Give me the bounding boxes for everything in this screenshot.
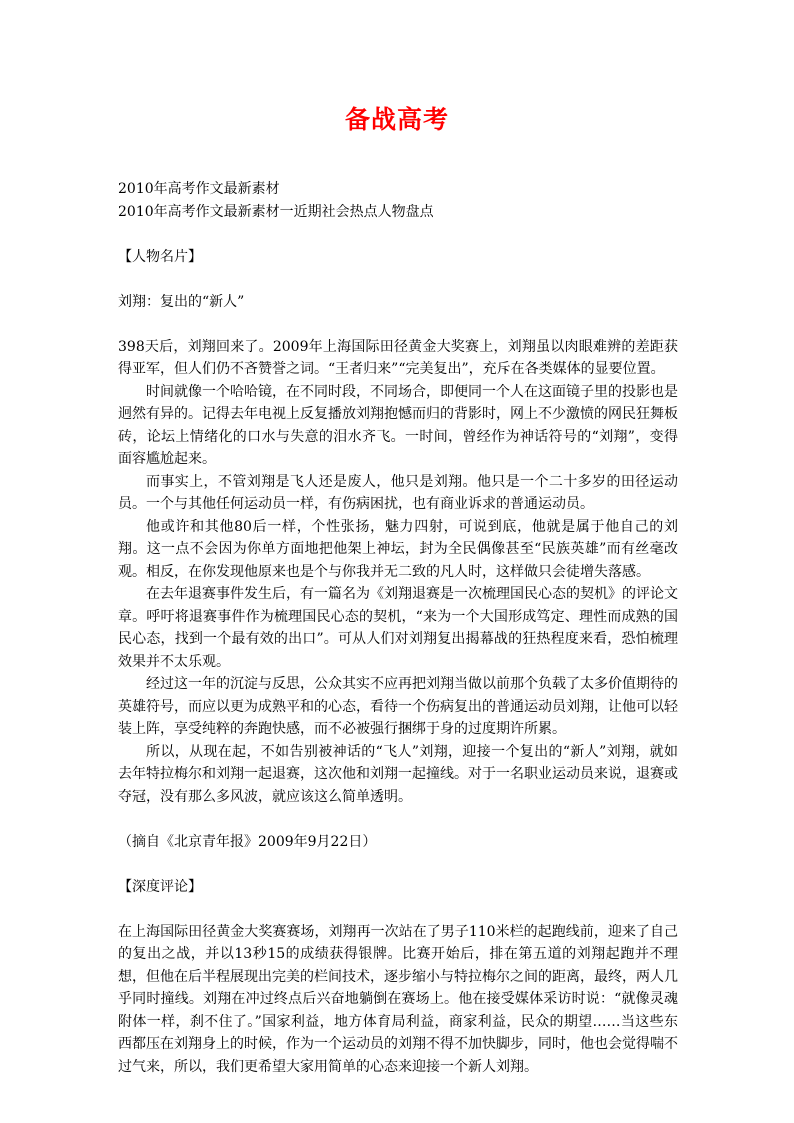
spacer (118, 898, 678, 921)
paragraph: 而事实上，不管刘翔是飞人还是废人，他只是刘翔。他只是一个二十多岁的田径运动员。一个与其他任何运动员一样，有伤病困扰，也有商业诉求的普通运动员。 (118, 473, 678, 512)
paragraph: 经过这一年的沉淀与反思，公众其实不应再把刘翔当做以前那个负载了太多价值期待的英雄符号，而应以更为成熟平和的心态，看待一个伤病复出的普通运动员刘翔，让他可以轻装上阵，享受纯粹的奔跑快感，而不必被强行捆绑于身的过度期许所累。 (118, 676, 678, 737)
paragraph: 他或许和其他80后一样，个性张扬，魅力四射，可说到底，他就是属于他自己的刘翔。这一点不会因为你单方面地把他架上神坛，封为全民偶像甚至“民族英雄”而有丝毫改观。相反，在你发现他原来也是个与你我并无二致的凡人时，这样做只会徒增失落感。 (118, 518, 678, 580)
paragraph: 在去年退赛事件发生后，有一篇名为《刘翔退赛是一次梳理国民心态的契机》的评论文章。呼吁将退赛事件作为梳理国民心态的契机，“来为一个大国形成笃定、理性而成熟的国民心态，找到一个最有效的出口”。可从人们对刘翔复出揭幕战的狂热程度来看，恐怕梳理效果并不太乐观。 (118, 586, 678, 670)
page-title: 备战高考 (344, 105, 449, 134)
document-body (118, 178, 678, 1078)
spacer (118, 223, 678, 246)
paragraph: 在上海国际田径黄金大奖赛赛场，刘翔再一次站在了男子110米栏的起跑线前，迎来了自己的复出之战，并以13秒15的成绩获得银牌。比赛开始后，排在第五道的刘翔起跑并不理想，但他在后半程展现出完美的栏间技术，逐步缩小与特拉梅尔之间的距离，最终，两人几乎同时撞线。刘翔在冲过终点后兴奋地躺倒在赛场上。他在接受媒体采访时说：“就像灵魂附体一样，刹不住了。”国家利益，地方体育局利益，商家利益，民众的期望……当这些东西都压在刘翔身上的时候，作为一个运动员的刘翔不得不加快脚步，同时，他也会觉得喘不过气来，所以，我们更希望大家用简单的心态来迎接一个新人刘翔。 (118, 923, 678, 1075)
paragraph: 时间就像一个哈哈镜，在不同时段，不同场合，即便同一个人在这面镜子里的投影也是迥然有异的。记得去年电视上反复播放刘翔抱憾而归的背影时，网上不少激愤的网民狂舞板砖，论坛上情绪化的口水与失意的泪水齐飞。一时间，曾经作为神话符号的“刘翔”，变得面容尴尬起来。 (118, 383, 678, 467)
spacer (118, 853, 678, 876)
section-subheading: 刘翔：复出的“新人” (118, 293, 245, 310)
section-heading-profile: 【人物名片】 (118, 248, 202, 265)
subtitle-line-1: 2010年高考作文最新素材 (118, 181, 280, 197)
spacer (118, 268, 678, 291)
section-heading-commentary: 【深度评论】 (118, 878, 202, 895)
paragraph: 398天后，刘翔回来了。2009年上海国际田径黄金大奖赛上，刘翔虽以肉眼难辨的差距获得亚军，但人们仍不吝赞誉之词。“王者归来”“完美复出”，充斥在各类媒体的显要位置。 (118, 338, 678, 377)
spacer (118, 808, 678, 831)
subtitle-line-2: 2010年高考作文最新素材一近期社会热点人物盘点 (118, 203, 434, 220)
paragraph: 所以，从现在起，不如告别被神话的“飞人”刘翔，迎接一个复出的“新人”刘翔，就如去年特拉梅尔和刘翔一起退赛，这次他和刘翔一起撞线。对于一名职业运动员来说，退赛或夺冠，没有那么多风波，就应该这么简单透明。 (118, 743, 678, 805)
spacer (118, 313, 678, 336)
source-citation: （摘自《北京青年报》2009年9月22日） (118, 833, 377, 850)
